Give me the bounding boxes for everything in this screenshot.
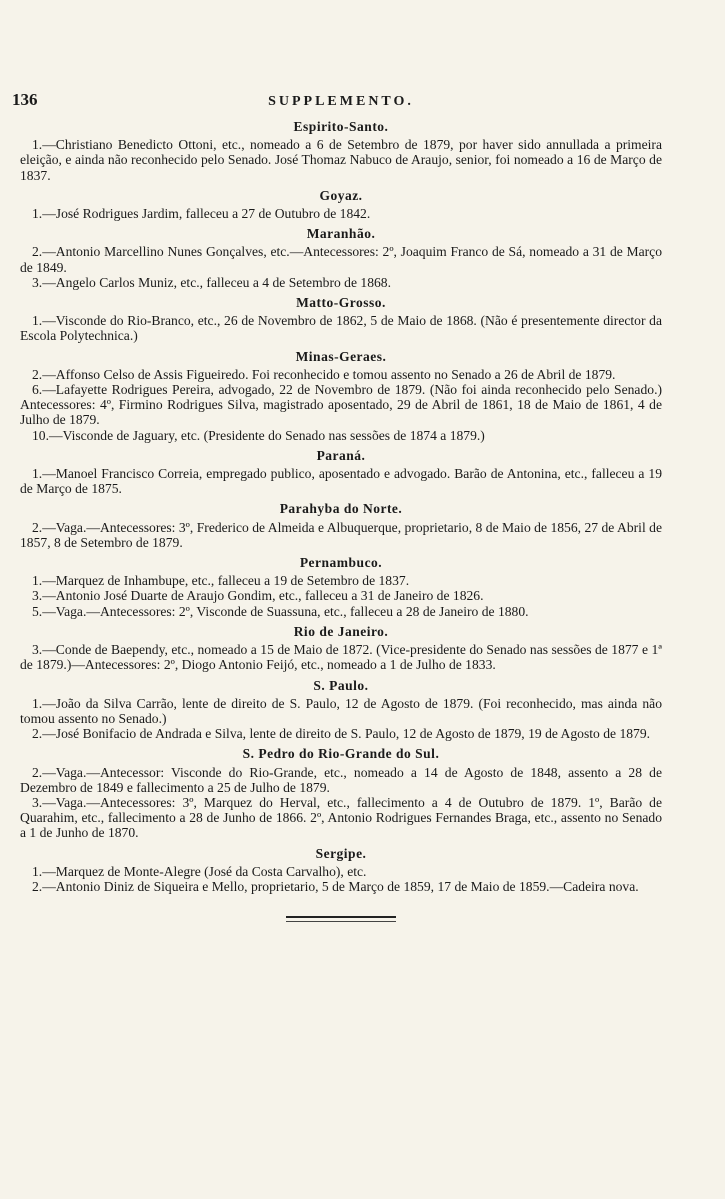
senator-entry: 3.—Antonio José Duarte de Araujo Gondim, etc., falleceu a 31 de Janeiro de 1826. (32, 588, 484, 604)
senator-entry: 2.—Vaga.—Antecessor: Visconde do Rio-Grande, etc., nomeado a 14 de Agosto de 1848, assento a 28 de Dezembro de 1849 e fallecimento a 25 de Julho de 1879. (20, 764, 662, 795)
section-heading: Pernambuco. (299, 555, 383, 571)
section-heading: Maranhão. (306, 226, 376, 242)
senator-entry: 1.—João da Silva Carrão, lente de direito de S. Paulo, 12 de Agosto de 1879. (Foi reconhecido, mas ainda não tomou assento no Senado.) (20, 695, 662, 726)
senator-entry: 1.—Visconde do Rio-Branco, etc., 26 de Novembro de 1862, 5 de Maio de 1868. (Não é presentemente director da Escola Polytechnica.) (20, 313, 662, 344)
senator-entry: 2.—Affonso Celso de Assis Figueiredo. Foi reconhecido e tomou assento no Senado a 26 de Abril de 1879. (32, 366, 616, 382)
section-heading: S. Pedro do Rio-Grande do Sul. (242, 746, 440, 762)
senator-entry: 1.—Manoel Francisco Correia, empregado publico, aposentado e advogado. Barão de Antonina, etc., falleceu a 19 de Março de 1875. (20, 466, 662, 497)
senator-entry: 3.—Angelo Carlos Muniz, etc., falleceu a 4 de Setembro de 1868. (32, 274, 391, 290)
senator-entry: 1.—Marquez de Monte-Alegre (José da Costa Carvalho), etc. (32, 863, 367, 879)
section-heading: Sergipe. (315, 845, 367, 861)
section-heading: Minas-Geraes. (295, 348, 387, 364)
section-heading: Rio de Janeiro. (293, 623, 389, 639)
senator-entry: 6.—Lafayette Rodrigues Pereira, advogado, 22 de Novembro de 1879. (Não foi ainda reconhecido pelo Senado.) Antecessores: 4º, Firmino Rodrigues Silva, magistrado aposentado, 29 de Abril de 1861, 18 de Maio de 1861, 4 de Julho de 1879. (20, 382, 662, 428)
document-page (12, 90, 662, 922)
senator-entry: 1.—Christiano Benedicto Ottoni, etc., nomeado a 6 de Setembro de 1879, por haver sido annullada a primeira eleição, e ainda não reconhecido pelo Senado. José Thomaz Nabuco de Araujo, senior, foi nomeado a 16 de Março de 1837. (20, 137, 662, 183)
senator-entry: 2.—Vaga.—Antecessores: 3º, Frederico de Almeida e Albuquerque, proprietario, 8 de Maio de 1856, 27 de Abril de 1857, 8 de Setembro de 1879. (20, 519, 662, 550)
senator-entry: 2.—Antonio Marcellino Nunes Gonçalves, etc.—Antecessores: 2º, Joaquim Franco de Sá, nomeado a 31 de Março de 1849. (20, 244, 662, 275)
section-heading: S. Paulo. (313, 677, 369, 693)
senator-entry: 2.—José Bonifacio de Andrada e Silva, lente de direito de S. Paulo, 12 de Agosto de 1879, 19 de Agosto de 1879. (32, 726, 651, 742)
senator-entry: 1.—Marquez de Inhambupe, etc., falleceu a 19 de Setembro de 1837. (32, 573, 410, 589)
senator-entry: 3.—Vaga.—Antecessores: 3º, Marquez do Herval, etc., fallecimento a 4 de Outubro de 1879. 1º, Barão de Quarahim, etc., fallecimento a 28 de Junho de 1866. 2º, Antonio Rodrigues Fernandes Braga, etc., assento no Senado a 1 de Junho de 1870. (20, 794, 662, 841)
senator-entry: 10.—Visconde de Jaguary, etc. (Presidente do Senado nas sessões de 1874 a 1879.) (32, 427, 485, 443)
page-title: SUPPLEMENTO. (268, 94, 414, 109)
section-heading: Goyaz. (319, 187, 363, 203)
senator-entry: 3.—Conde de Baependy, etc., nomeado a 15 de Maio de 1872. (Vice-presidente do Senado nas sessões de 1877 e 1ª de 1879.)—Antecessores: 2º, Diogo Antonio Feijó, etc., nomeado a 1 de Julho de 1833. (20, 642, 662, 673)
end-rule (286, 916, 396, 922)
section-heading: Matto-Grosso. (296, 295, 386, 311)
section-heading: Espirito-Santo. (293, 119, 389, 134)
sections-container (20, 119, 662, 894)
senator-entry: 5.—Vaga.—Antecessores: 2º, Visconde de Suassuna, etc., falleceu a 28 de Janeiro de 1880. (32, 603, 529, 619)
senator-entry: 1.—José Rodrigues Jardim, falleceu a 27 de Outubro de 1842. (32, 206, 371, 222)
page-header (12, 90, 662, 114)
senator-entry: 2.—Antonio Diniz de Siqueira e Mello, proprietario, 5 de Março de 1859, 17 de Maio de 1859.—Cadeira nova. (32, 878, 639, 894)
section-heading: Paraná. (316, 447, 366, 463)
page-number: 136 (12, 90, 38, 109)
section-heading: Parahyba do Norte. (279, 501, 403, 517)
